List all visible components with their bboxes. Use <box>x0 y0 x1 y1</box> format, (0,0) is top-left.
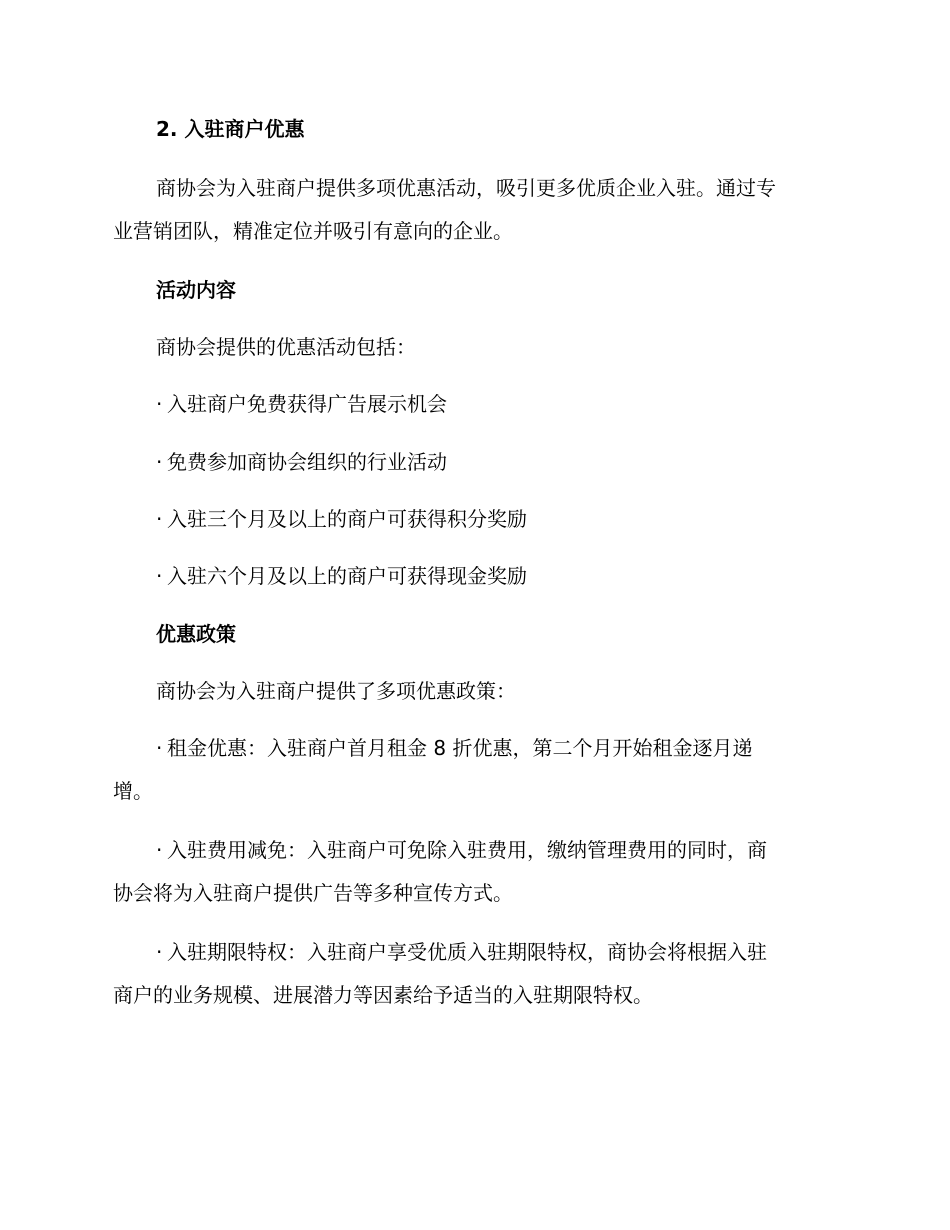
activities-lead: 商协会提供的优惠活动包括： <box>156 335 416 359</box>
intro-paragraph-line-1: 商协会为入驻商户提供多项优惠活动，吸引更多优质企业入驻。通过专 <box>156 176 776 200</box>
bullet-dot: · <box>156 838 163 862</box>
policy-item-line-1 <box>113 938 767 966</box>
activity-item-text: 入驻三个月及以上的商户可获得积分奖励 <box>167 507 527 531</box>
activity-item <box>113 505 527 533</box>
policies-lead: 商协会为入驻商户提供了多项优惠政策： <box>156 679 516 703</box>
bullet-dot: · <box>156 450 163 474</box>
policy-item-text: 租金优惠：入驻商户首月租金 8 折优惠，第二个月开始租金逐月递 <box>167 736 753 760</box>
activity-item-text: 免费参加商协会组织的行业活动 <box>167 450 447 474</box>
policy-item-line-1 <box>113 836 767 864</box>
bullet-dot: · <box>156 507 163 531</box>
activity-item <box>113 390 447 418</box>
policy-item-text: 入驻期限特权：入驻商户享受优质入驻期限特权，商协会将根据入驻 <box>167 940 767 964</box>
activity-item <box>113 448 447 476</box>
policy-item-line-1 <box>113 734 752 762</box>
activity-item-text: 入驻商户免费获得广告展示机会 <box>167 392 447 416</box>
bullet-dot: · <box>156 564 163 588</box>
intro-paragraph-line-2: 业营销团队，精准定位并吸引有意向的企业。 <box>113 219 513 243</box>
bullet-dot: · <box>156 392 163 416</box>
activities-heading: 活动内容 <box>156 278 236 302</box>
policies-heading: 优惠政策 <box>156 622 236 646</box>
activity-item <box>113 562 527 590</box>
policy-item-line-2: 增。 <box>113 779 153 803</box>
policy-item-text: 入驻费用减免：入驻商户可免除入驻费用，缴纳管理费用的同时，商 <box>167 838 767 862</box>
bullet-dot: · <box>156 736 163 760</box>
activity-item-text: 入驻六个月及以上的商户可获得现金奖励 <box>167 564 527 588</box>
section-title: 2. 入驻商户优惠 <box>156 117 305 141</box>
policy-item-line-2: 商户的业务规模、进展潜力等因素给予适当的入驻期限特权。 <box>113 983 653 1007</box>
bullet-dot: · <box>156 940 163 964</box>
policy-item-line-2: 协会将为入驻商户提供广告等多种宣传方式。 <box>113 881 513 905</box>
